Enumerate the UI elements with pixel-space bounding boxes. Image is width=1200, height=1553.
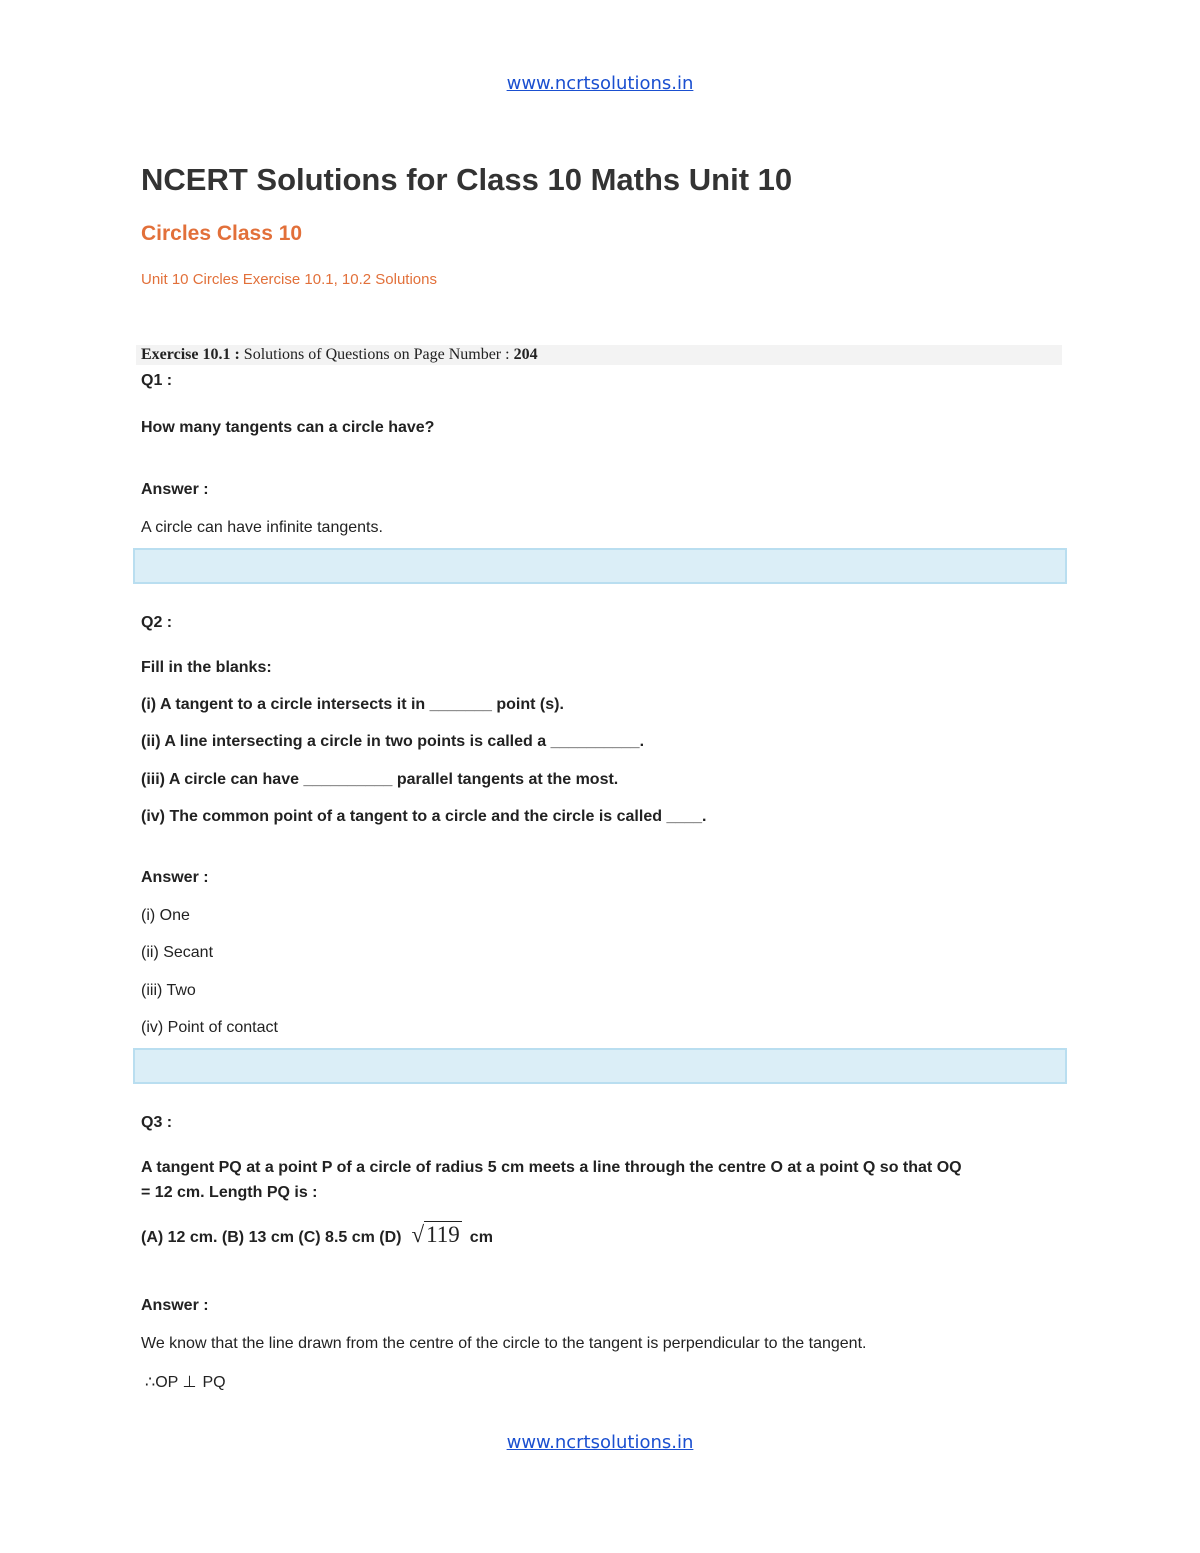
perpendicular-icon: ⊥ <box>182 1374 197 1391</box>
q3-answer-label: Answer : <box>141 1297 209 1314</box>
q1-label: Q1 : <box>141 372 173 389</box>
q2-blank-1: (i) A tangent to a circle intersects it in _______ point (s). <box>141 696 564 713</box>
sqrt-radicand: 119 <box>426 1222 460 1247</box>
page-title: NCERT Solutions for Class 10 Maths Unit 10 <box>141 162 793 197</box>
footer-site-link[interactable]: www.ncrtsolutions.in <box>506 1432 694 1453</box>
exercise-label: Exercise 10.1 : <box>141 346 240 363</box>
q2-answer-1: (i) One <box>141 907 190 924</box>
header-site-link[interactable]: www.ncrtsolutions.in <box>506 73 694 94</box>
q3-answer-op: OP <box>155 1374 179 1391</box>
q3-answer-line-2 <box>145 1372 226 1392</box>
q1-answer: A circle can have infinite tangents. <box>141 519 383 536</box>
exercise-header <box>136 345 1062 365</box>
exercise-text: Solutions of Questions on Page Number : <box>239 346 514 363</box>
page-subtitle: Circles Class 10 <box>141 222 303 245</box>
q2-answer-3: (iii) Two <box>141 982 196 999</box>
q2-answer-2: (ii) Secant <box>141 944 214 961</box>
q2-answer-4: (iv) Point of contact <box>141 1019 278 1036</box>
q1-question: How many tangents can a circle have? <box>141 419 435 436</box>
q3-answer-pq: PQ <box>202 1374 226 1391</box>
separator-bar <box>133 1048 1067 1084</box>
q3-label: Q3 : <box>141 1114 173 1131</box>
q1-answer-label: Answer : <box>141 481 209 498</box>
q2-blank-3: (iii) A circle can have __________ parallel tangents at the most. <box>141 771 619 788</box>
q3-options-suffix: cm <box>469 1229 493 1246</box>
q3-options <box>141 1222 493 1248</box>
therefore-icon: ∴ <box>145 1374 156 1391</box>
unit-description: Unit 10 Circles Exercise 10.1, 10.2 Solutions <box>141 271 437 288</box>
exercise-page: 204 <box>513 346 538 363</box>
q2-label: Q2 : <box>141 614 173 631</box>
q2-blank-4: (iv) The common point of a tangent to a circle and the circle is called ____. <box>141 808 707 825</box>
q3-question-line-1: A tangent PQ at a point P of a circle of radius 5 cm meets a line through the centre O at a point Q so that OQ <box>141 1159 962 1176</box>
q2-answer-label: Answer : <box>141 869 209 886</box>
q3-answer-line-1: We know that the line drawn from the centre of the circle to the tangent is perpendicular to the tangent. <box>141 1335 867 1352</box>
sqrt-expression: √119 <box>411 1222 460 1247</box>
q3-options-prefix: (A) 12 cm. (B) 13 cm (C) 8.5 cm (D) <box>141 1229 402 1246</box>
q2-intro: Fill in the blanks: <box>141 659 272 676</box>
q3-question-line-2: = 12 cm. Length PQ is : <box>141 1184 318 1201</box>
separator-bar <box>133 548 1067 584</box>
q2-blank-2: (ii) A line intersecting a circle in two points is called a __________. <box>141 733 645 750</box>
